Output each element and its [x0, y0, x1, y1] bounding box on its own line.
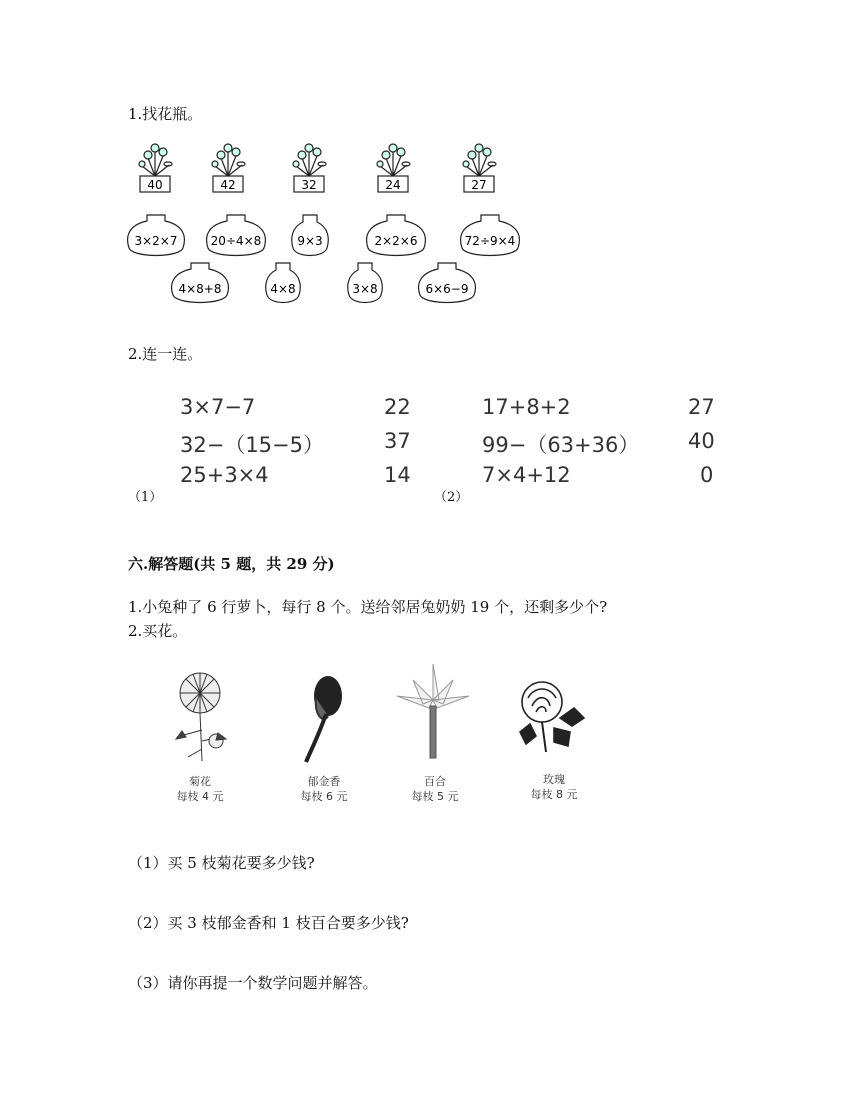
sub-question-1: （1）买 5 枝菊花要多少钱? [128, 854, 315, 872]
chrysanthemum-label [160, 774, 240, 804]
vase-8 [346, 260, 384, 308]
vase-2 [204, 212, 268, 262]
expression: 17+8+2 [482, 395, 571, 419]
result: 14 [384, 463, 411, 487]
tulip-illustration [290, 672, 360, 767]
sub-question-3: （3）请你再提一个数学问题并解答。 [128, 974, 378, 992]
rose-icon [520, 682, 584, 752]
section-heading: 六.解答题(共 5 题，共 29 分) [128, 555, 335, 573]
flower-name: 玫瑰 [543, 773, 565, 786]
result: 0 [700, 463, 714, 487]
part-label: （1） [128, 490, 163, 505]
result: 27 [688, 395, 715, 419]
vase-6 [169, 260, 231, 308]
result: 40 [688, 429, 715, 453]
vase-5 [458, 212, 522, 262]
result: 37 [384, 429, 411, 453]
vase-3 [290, 212, 330, 262]
chrysanthemum-icon [176, 673, 226, 761]
q2-title: 2.连一连。 [128, 345, 203, 363]
expression: 32−（15−5） [180, 433, 324, 457]
chrysanthemum-illustration [160, 665, 240, 765]
problem-2-title: 2.买花。 [128, 622, 188, 640]
expression: 3×7−7 [180, 395, 256, 419]
lily-icon [397, 664, 469, 758]
flower-bouquet-icon [293, 144, 326, 176]
flower-name: 郁金香 [307, 775, 341, 788]
vase-expression: 3×2×7 [134, 234, 178, 248]
flower-price: 每枝 8 元 [530, 788, 578, 801]
flower-price: 每枝 5 元 [411, 790, 459, 803]
vase-9 [416, 260, 478, 308]
flower-price: 每枝 4 元 [176, 790, 224, 803]
flower-bouquet-icon [212, 144, 245, 176]
flower-card-4 [372, 138, 414, 194]
flower-bouquet-icon [139, 144, 172, 176]
rose-illustration [510, 672, 595, 762]
expression: 99−（63+36） [482, 433, 640, 457]
tulip-icon [306, 676, 342, 762]
flower-number: 27 [471, 178, 487, 192]
flower-bouquet-icon [377, 144, 410, 176]
vase-expression: 6×6−9 [425, 282, 469, 296]
sub-question-2: （2）买 3 枝郁金香和 1 枝百合要多少钱? [128, 914, 409, 932]
vase-expression: 4×8+8 [178, 282, 222, 296]
vase-expression: 4×8 [270, 282, 296, 296]
vase-expression: 2×2×6 [374, 234, 418, 248]
problem-1: 1.小兔种了 6 行萝卜，每行 8 个。送给邻居兔奶奶 19 个，还剩多少个? [128, 598, 608, 616]
rose-label [514, 772, 594, 802]
expression: 25+3×4 [180, 463, 269, 487]
tulip-label [284, 774, 364, 804]
flower-price: 每枝 6 元 [300, 790, 348, 803]
q1-title: 1.找花瓶。 [128, 105, 203, 123]
flower-name: 菊花 [189, 775, 211, 788]
flower-name: 百合 [424, 775, 446, 788]
vase-expression: 20÷4×8 [210, 234, 262, 248]
flower-card-5 [458, 138, 500, 194]
vase-4 [364, 212, 428, 262]
flower-card-1 [134, 138, 176, 194]
flower-number: 32 [301, 178, 317, 192]
vase-1 [125, 212, 187, 262]
flower-card-3 [288, 138, 330, 194]
flower-card-2 [207, 138, 249, 194]
vase-expression: 9×3 [297, 234, 323, 248]
part-label: （2） [434, 490, 469, 505]
flower-number: 40 [147, 178, 163, 192]
expression: 7×4+12 [482, 463, 571, 487]
flower-number: 24 [385, 178, 401, 192]
vase-expression: 3×8 [352, 282, 378, 296]
vase-7 [264, 260, 302, 308]
vase-expression: 72÷9×4 [464, 234, 516, 248]
lily-label [395, 774, 475, 804]
result: 22 [384, 395, 411, 419]
flower-number: 42 [220, 178, 236, 192]
lily-illustration [393, 660, 473, 765]
flower-bouquet-icon [463, 144, 496, 176]
